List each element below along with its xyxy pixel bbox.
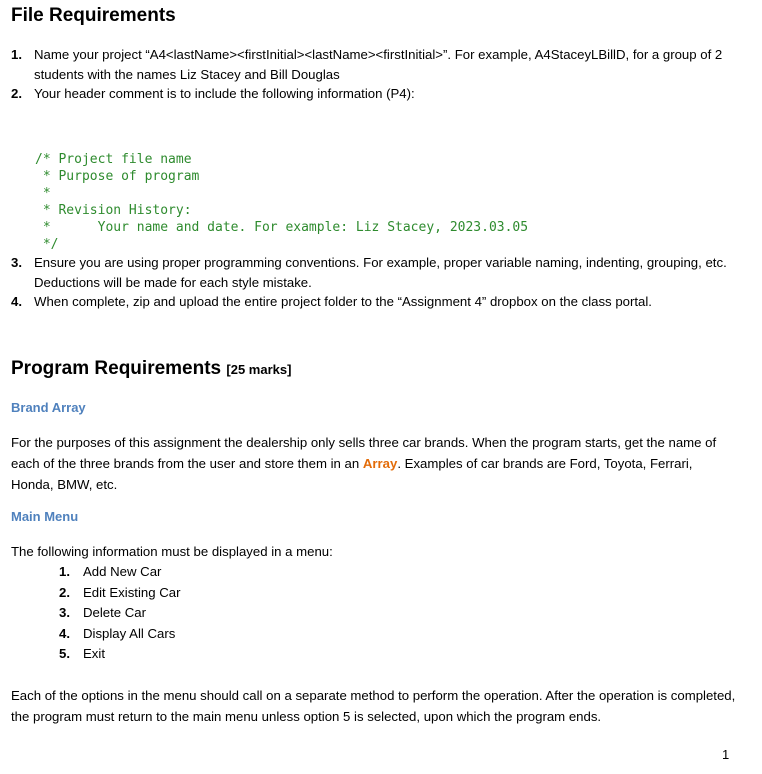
paragraph-text: For the purposes of this assignment the dealership only sells three car brands. When the program starts, get the name of each of the three brands from the user and store them in an <box>11 435 717 471</box>
menu-option <box>59 603 180 624</box>
code-line: * Your name and date. For example: Liz Stacey, 2023.03.05 <box>35 220 529 235</box>
option-number: 4. <box>59 625 70 641</box>
option-number: 2. <box>59 584 70 600</box>
marks-label: [25 marks] <box>226 362 292 377</box>
paragraph-text: . Examples of car brands are Ford, Toyota, Ferrari, Honda, BMW, etc. <box>11 456 693 492</box>
list-item <box>11 253 741 293</box>
program-requirements-title: Program Requirements <box>11 358 222 379</box>
main-menu-heading: Main Menu <box>11 509 79 524</box>
code-line: /* Project file name <box>35 152 192 167</box>
brand-array-heading: Brand Array <box>11 400 86 415</box>
list-item <box>11 45 741 85</box>
list-item <box>11 292 741 312</box>
page-number: 1 <box>722 747 730 762</box>
list-text: When complete, zip and upload the entire project folder to the “Assignment 4” dropbox on the class portal. <box>34 294 652 309</box>
array-keyword: Array <box>362 456 398 471</box>
menu-intro: The following information must be displayed in a menu: <box>11 544 333 559</box>
list-text: Ensure you are using proper programming conventions. For example, proper variable naming, indenting, grouping, etc. Deductions will be made for each style mistake. <box>34 255 727 290</box>
menu-option <box>59 624 180 645</box>
list-number: 2. <box>11 86 22 101</box>
list-text: Your header comment is to include the following information (P4): <box>34 86 415 101</box>
list-number: 3. <box>11 255 22 270</box>
option-number: 3. <box>59 605 70 621</box>
code-line: */ <box>35 237 59 252</box>
code-line: * <box>35 186 51 201</box>
option-number: 5. <box>59 646 70 662</box>
file-requirements-heading: File Requirements <box>11 5 176 26</box>
list-text: Name your project “A4<lastName><firstInitial><lastName><firstInitial>”. For example, A4StaceyLBillD, for a group of 2 students with the names Liz Stacey and Bill Douglas <box>34 47 723 82</box>
header-comment-code <box>35 134 528 270</box>
option-label: Exit <box>83 646 105 662</box>
menu-option <box>59 562 180 583</box>
list-number: 4. <box>11 294 22 309</box>
option-label: Edit Existing Car <box>83 584 181 600</box>
option-label: Add New Car <box>83 564 162 579</box>
option-label: Delete Car <box>83 605 147 621</box>
menu-closing-paragraph: Each of the options in the menu should call on a separate method to perform the operation. After the operation is completed, the program must return to the main menu unless option 5 is selected, upon which the program ends. <box>11 688 736 724</box>
option-label: Display All Cars <box>83 625 176 641</box>
menu-option <box>59 644 180 665</box>
program-requirements-heading <box>11 358 291 380</box>
code-line: * Revision History: <box>35 203 192 218</box>
list-item <box>11 84 741 104</box>
option-number: 1. <box>59 564 70 579</box>
code-line: * Purpose of program <box>35 169 200 184</box>
list-number: 1. <box>11 47 22 62</box>
brand-array-paragraph <box>11 432 736 495</box>
menu-option <box>59 583 180 604</box>
menu-options-list <box>59 562 180 665</box>
